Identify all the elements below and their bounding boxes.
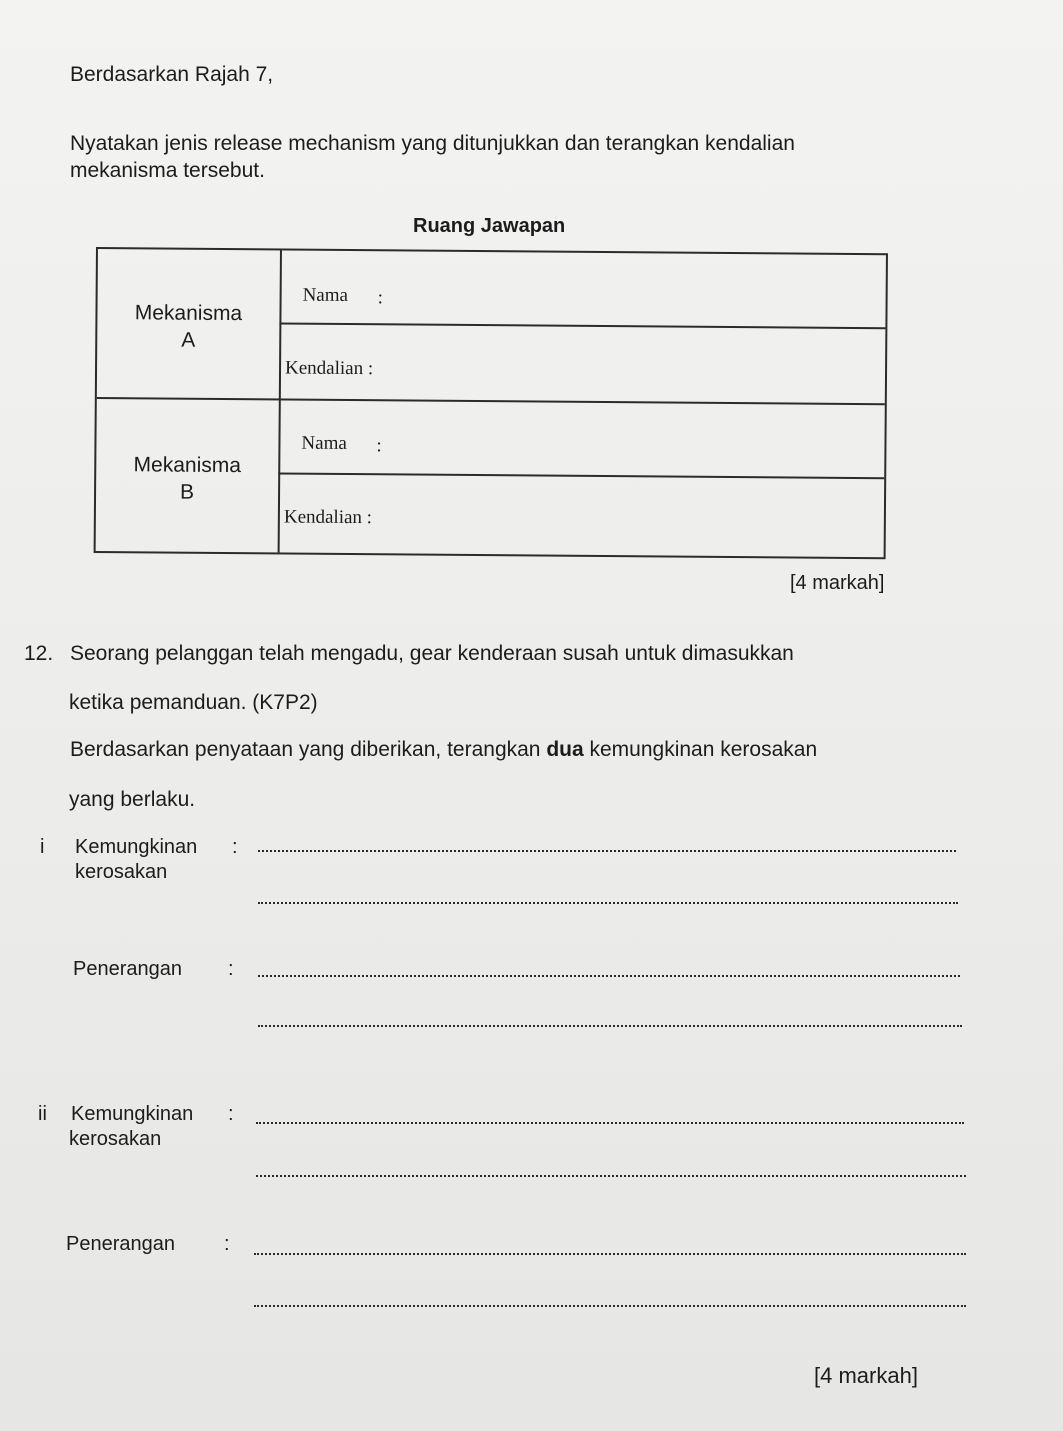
- part-ii-penerangan-label: Penerangan: [66, 1233, 175, 1255]
- answer-space-marks: [4 markah]: [790, 572, 885, 594]
- intro-line-1: Berdasarkan Rajah 7,: [70, 63, 274, 86]
- answer-space-title: Ruang Jawapan: [413, 215, 566, 237]
- part-ii-kerosakan-label: kerosakan: [69, 1128, 162, 1150]
- part-i-kerosakan-label: kerosakan: [75, 861, 168, 883]
- intro-line-2-text: Nyatakan jenis release mechanism yang ditunjukkan dan terangkan kendalian: [70, 132, 795, 155]
- nama-a-colon: :: [377, 287, 383, 309]
- nama-b-colon: :: [376, 435, 382, 457]
- nama-b-label: Nama: [301, 432, 347, 454]
- question-12-line-2: ketika pemanduan. (K7P2): [69, 691, 318, 714]
- mekanisma-a-label: Mekanisma: [134, 301, 243, 326]
- part-i-penerangan-colon: :: [228, 958, 234, 980]
- mekanisma-b-letter: B: [179, 480, 195, 504]
- part-i-kemungkinan-label: Kemungkinan: [75, 836, 198, 858]
- kendalian-a-label: Kendalian :: [284, 357, 374, 380]
- question-12-number: 12.: [24, 642, 54, 665]
- part-ii-kemungkinan-line-1[interactable]: [256, 1122, 964, 1124]
- part-i-kemungkinan-line-1[interactable]: [258, 850, 956, 852]
- part-ii-penerangan-colon: :: [224, 1233, 230, 1255]
- question-12-line-4: yang berlaku.: [69, 788, 196, 811]
- nama-b-answer-field[interactable]: [396, 427, 866, 467]
- question-12-line-3-after: kemungkinan kerosakan: [583, 738, 818, 761]
- question-12-line-3: [70, 738, 817, 762]
- intro-line-3: mekanisma tersebut.: [70, 159, 265, 182]
- mekanisma-a-letter: A: [181, 328, 196, 352]
- part-ii-colon: :: [228, 1103, 234, 1125]
- kendalian-b-answer-field[interactable]: [396, 491, 866, 545]
- question-12-marks: [4 markah]: [814, 1363, 918, 1388]
- row-b-divider: [278, 472, 884, 479]
- part-i-colon: :: [232, 836, 238, 858]
- answer-table: [94, 247, 888, 559]
- nama-a-label: Nama: [302, 284, 349, 306]
- part-i-kemungkinan-line-2[interactable]: [258, 902, 958, 904]
- mekanisma-b-label: Mekanisma: [133, 453, 242, 478]
- row-a-divider: [279, 322, 885, 329]
- part-ii-penerangan-line-2[interactable]: [254, 1305, 966, 1307]
- table-row-divider: [97, 397, 885, 405]
- part-ii-kemungkinan-label: Kemungkinan: [71, 1103, 194, 1125]
- question-12-line-3-bold: dua: [546, 738, 584, 761]
- nama-a-answer-field[interactable]: [397, 279, 867, 319]
- table-column-divider: [278, 250, 282, 552]
- question-12-line-3-before: Berdasarkan penyataan yang diberikan, terangkan: [70, 738, 547, 761]
- kendalian-b-label: Kendalian :: [283, 506, 373, 529]
- part-i-numeral: i: [40, 836, 45, 858]
- part-i-penerangan-line-1[interactable]: [258, 975, 960, 977]
- part-ii-kemungkinan-line-2[interactable]: [256, 1175, 966, 1177]
- kendalian-a-answer-field[interactable]: [397, 341, 867, 395]
- part-ii-penerangan-line-1[interactable]: [254, 1253, 966, 1255]
- part-ii-numeral: ii: [38, 1103, 47, 1125]
- question-12-line-1: Seorang pelanggan telah mengadu, gear kenderaan susah untuk dimasukkan: [70, 642, 794, 665]
- intro-line-2: [70, 132, 795, 156]
- part-i-penerangan-line-2[interactable]: [258, 1025, 962, 1027]
- part-i-penerangan-label: Penerangan: [73, 958, 182, 980]
